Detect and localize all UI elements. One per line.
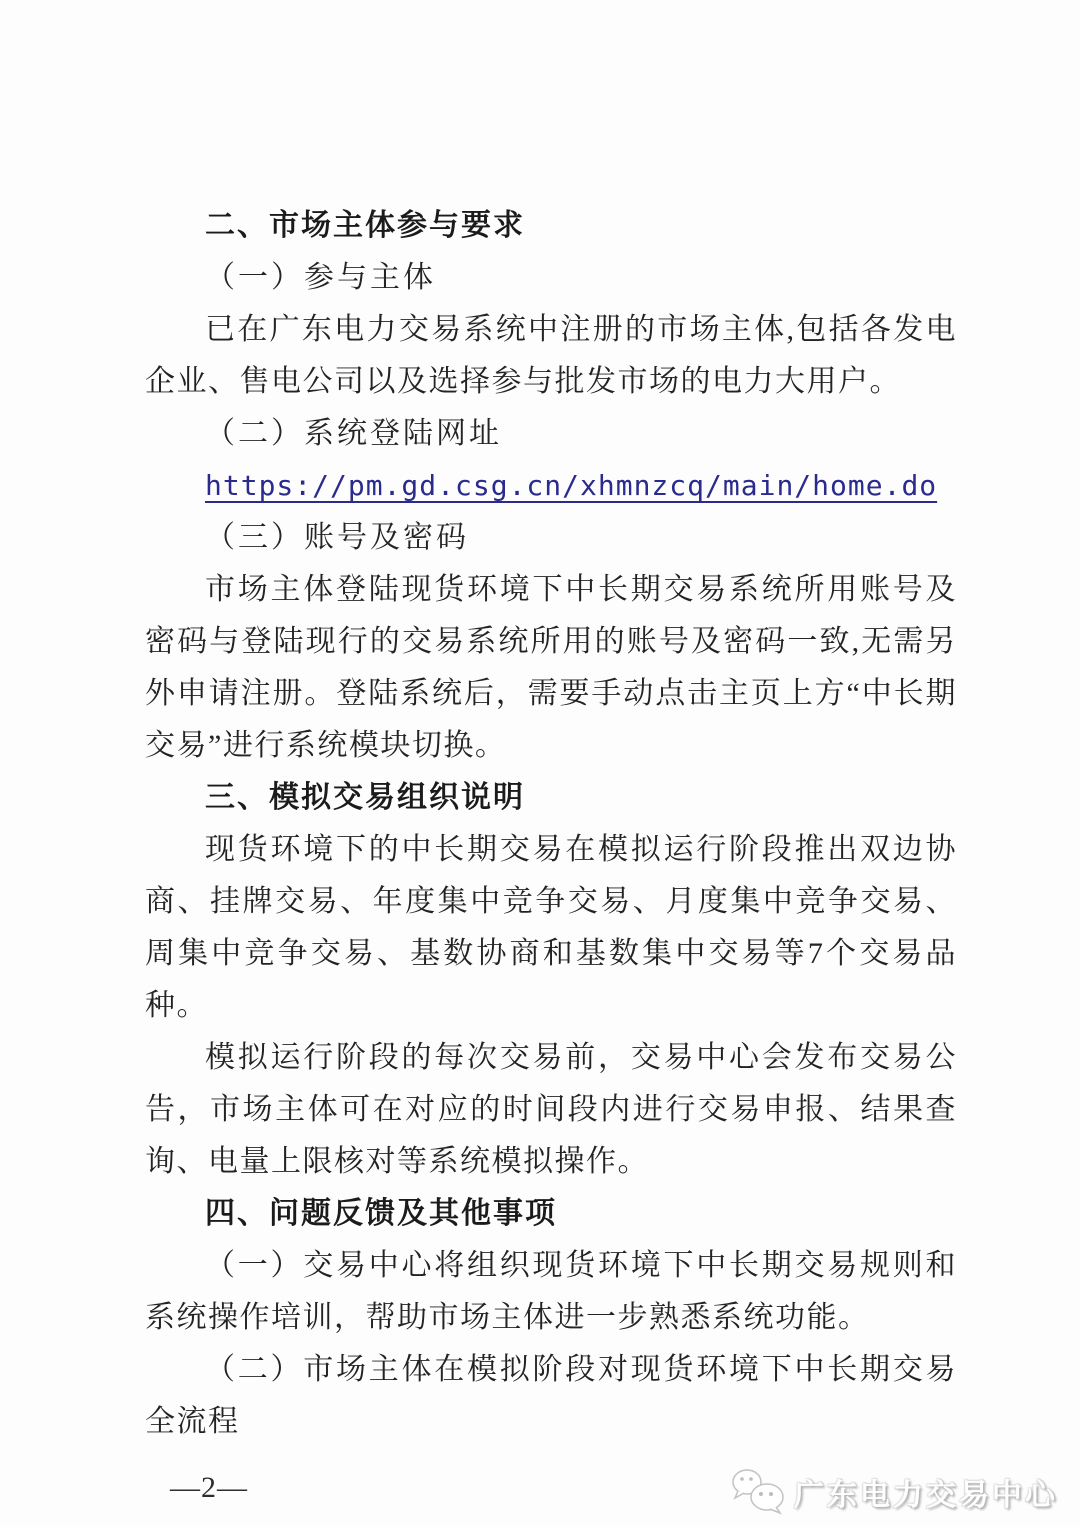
login-url-link[interactable]: https://pm.gd.csg.cn/xhmnzcq/main/home.do xyxy=(205,469,938,502)
paragraph-participants: 已在广东电力交易系统中注册的市场主体,包括各发电企业、售电公司以及选择参与批发市场的电力大用户。 xyxy=(145,313,957,398)
section-heading-simulation-organization: 三、模拟交易组织说明 xyxy=(205,781,525,814)
paragraph-trade-announcements: 模拟运行阶段的每次交易前，交易中心会发布交易公告，市场主体可在对应的时间段内进行交易申报、结果查询、电量上限核对等系统模拟操作。 xyxy=(145,1041,957,1178)
page-number: —2— xyxy=(170,1471,248,1504)
subheading-account-password: （三）账号及密码 xyxy=(205,521,469,554)
section-heading-market-participation: 二、市场主体参与要求 xyxy=(205,209,525,242)
subheading-participants: （一）参与主体 xyxy=(205,261,436,294)
paragraph-account-password: 市场主体登陆现货环境下中长期交易系统所用账号及密码与登陆现行的交易系统所用的账号及密码一致,无需另外申请注册。登陆系统后，需要手动点击主页上方“中长期交易”进行系统模块切换。 xyxy=(145,573,957,762)
section-heading-feedback: 四、问题反馈及其他事项 xyxy=(205,1197,557,1230)
paragraph-trade-types: 现货环境下的中长期交易在模拟运行阶段推出双边协商、挂牌交易、年度集中竞争交易、月度集中竞争交易、周集中竞争交易、基数协商和基数集中交易等7个交易品种。 xyxy=(145,833,957,1022)
paragraph-training: （一）交易中心将组织现货环境下中长期交易规则和系统操作培训，帮助市场主体进一步熟悉系统功能。 xyxy=(145,1249,957,1334)
login-url-line xyxy=(145,460,957,512)
footer-brand-bar xyxy=(730,1467,1058,1517)
subheading-login-url: （二）系统登陆网址 xyxy=(205,417,502,450)
wechat-icon xyxy=(730,1467,786,1517)
footer-brand-name: 广东电力交易中心 xyxy=(794,1479,1058,1512)
paragraph-full-process: （二）市场主体在模拟阶段对现货环境下中长期交易全流程 xyxy=(145,1353,957,1438)
